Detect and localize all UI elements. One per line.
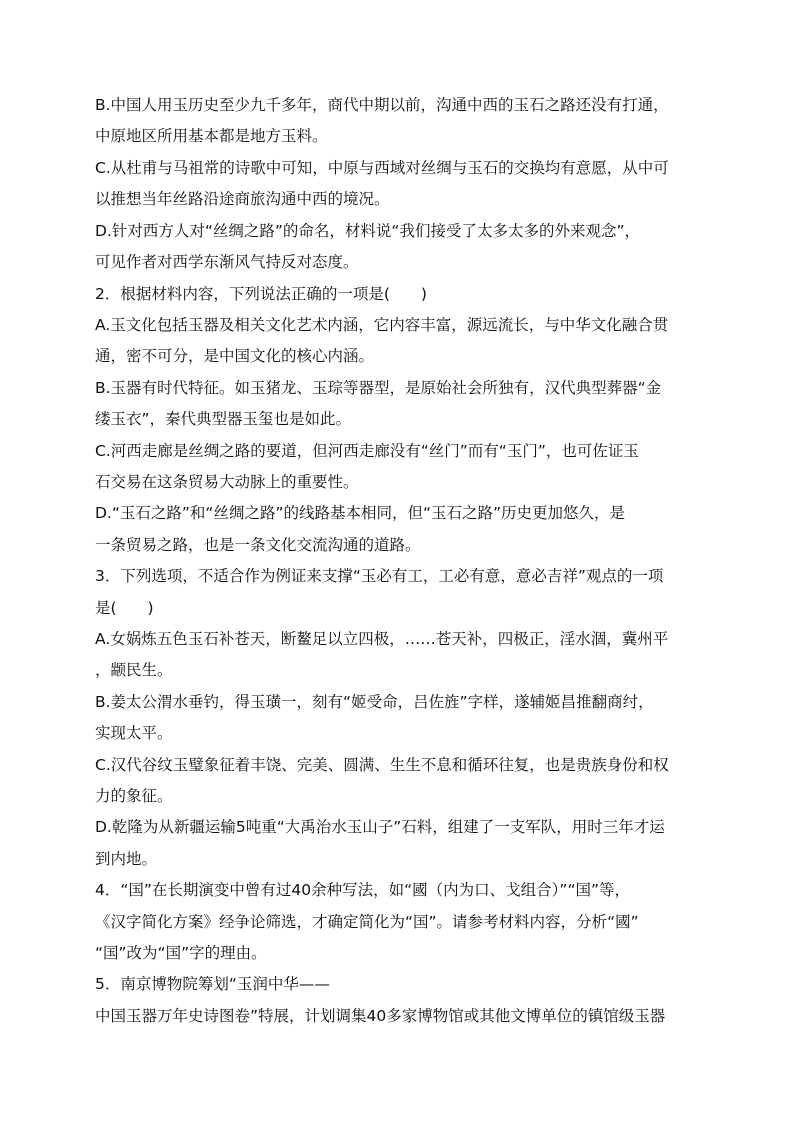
question-4-line-1: 4．“国”在长期演变中曾有过40余种写法，如“國（内为口、戈组合）”“国”等， bbox=[95, 881, 631, 899]
question-4-line-3: “国”改为“国”字的理由。 bbox=[95, 944, 267, 962]
q2-option-d-line-2: 一条贸易之路，也是一条文化交流沟通的道路。 bbox=[95, 536, 421, 554]
q2-option-a-line-1: A.玉文化包括玉器及相关文化艺术内涵，它内容丰富，源远流长，与中华文化融合贯 bbox=[95, 316, 669, 334]
q2-option-b-line-2: 缕玉衣”，秦代典型器玉玺也是如此。 bbox=[95, 410, 352, 428]
q2-option-c-line-1: C.河西走廊是丝绸之路的要道，但河西走廊没有“丝门”而有“玉门”，也可佐证玉 bbox=[95, 442, 639, 460]
q3-option-a-line-1: A.女娲炼五色玉石补苍天，断鳌足以立四极，……苍天补，四极正，淫水涸，冀州平 bbox=[95, 630, 669, 648]
q3-option-b-line-2: 实现太平。 bbox=[95, 724, 173, 742]
q3-option-c-line-2: 力的象征。 bbox=[95, 787, 173, 805]
option-b-line-1: B.中国人用玉历史至少九千多年，商代中期以前，沟通中西的玉石之路还没有打通， bbox=[95, 96, 669, 114]
q3-option-a-line-2: ，颛民生。 bbox=[95, 661, 173, 679]
question-3-stem-line-1: 3．下列选项，不适合作为例证来支撑“玉必有工，工必有意，意必吉祥”观点的一项 bbox=[95, 567, 664, 585]
option-c-line-2: 以推想当年丝路沿途商旅沟通中西的境况。 bbox=[95, 190, 390, 208]
q3-option-d-line-1: D.乾隆为从新疆运输5吨重“大禹治水玉山子”石料，组建了一支军队，用时三年才运 bbox=[95, 818, 665, 836]
question-5-line-2: 中国玉器万年史诗图卷”特展，计划调集40多家博物馆或其他文博单位的镇馆级玉器 bbox=[95, 1007, 666, 1025]
option-b-line-2: 中原地区所用基本都是地方玉料。 bbox=[95, 127, 328, 145]
option-d-line-1: D.针对西方人对“丝绸之路”的命名，材料说“我们接受了太多太多的外来观念”， bbox=[95, 222, 640, 240]
option-c-line-1: C.从杜甫与马祖常的诗歌中可知，中原与西域对丝绸与玉石的交换均有意愿，从中可 bbox=[95, 159, 669, 177]
question-5-line-1: 5．南京博物院筹划“玉润中华—— bbox=[95, 975, 330, 993]
q2-option-c-line-2: 石交易在这条贸易大动脉上的重要性。 bbox=[95, 473, 359, 491]
question-4-line-2: 《汉字简化方案》经争论筛选，才确定简化为“国”。请参考材料内容，分析“國” bbox=[95, 913, 639, 931]
question-2-stem: 2．根据材料内容，下列说法正确的一项是( ) bbox=[95, 285, 427, 303]
q2-option-a-line-2: 通，密不可分，是中国文化的核心内涵。 bbox=[95, 347, 375, 365]
q2-option-b-line-1: B.玉器有时代特征。如玉猪龙、玉琮等器型，是原始社会所独有，汉代典型葬器“金 bbox=[95, 379, 662, 397]
q3-option-d-line-2: 到内地。 bbox=[95, 850, 158, 868]
q3-option-c-line-1: C.汉代谷纹玉璧象征着丰饶、完美、圆满、生生不息和循环往复，也是贵族身份和权 bbox=[95, 756, 669, 774]
question-3-stem-line-2: 是( ) bbox=[95, 599, 154, 617]
option-d-line-2: 可见作者对西学东渐风气持反对态度。 bbox=[95, 253, 359, 271]
q3-option-b-line-1: B.姜太公渭水垂钓，得玉璜一，刻有“姬受命，吕佐旌”字样，遂辅姬昌推翻商纣， bbox=[95, 693, 654, 711]
q2-option-d-line-1: D.“玉石之路”和“丝绸之路”的线路基本相同，但“玉石之路”历史更加悠久，是 bbox=[95, 504, 626, 522]
